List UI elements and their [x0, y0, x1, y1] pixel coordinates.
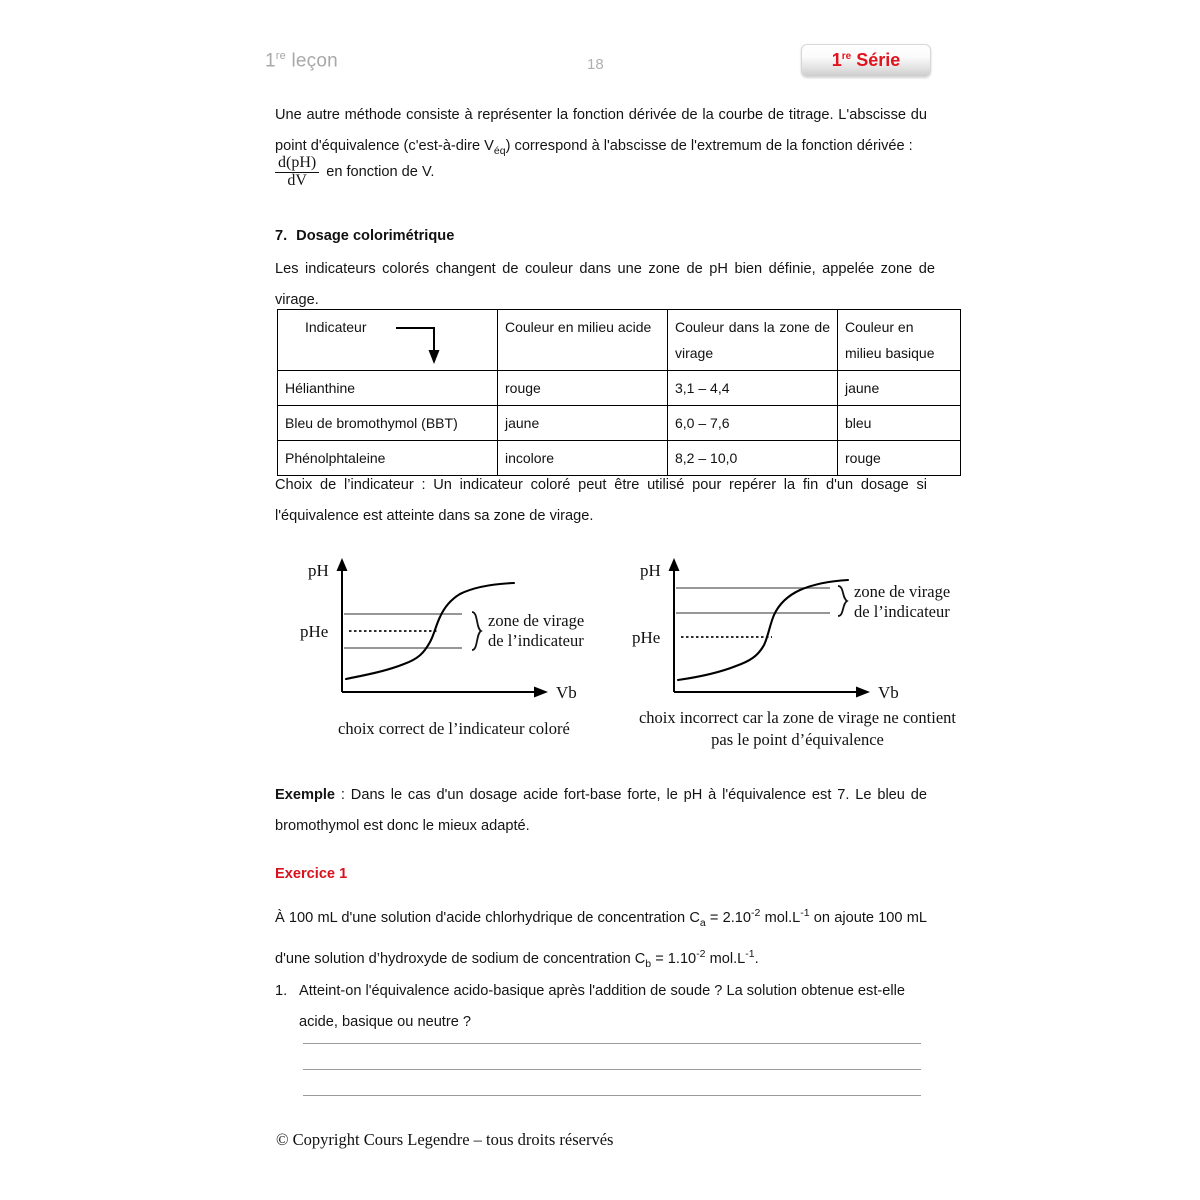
section-intro-paragraph: Les indicateurs colorés changent de couleur dans une zone de pH bien définie, appelée zone de virage.: [275, 261, 935, 308]
cell-basic-color: rouge: [838, 441, 961, 476]
series-ordinal-suffix: re: [841, 51, 852, 62]
cell-acid-color: rouge: [498, 371, 668, 406]
cb-unit-exponent: -1: [745, 947, 755, 960]
cell-indicator: Hélianthine: [278, 371, 498, 406]
figure-correct-indicator: [300, 552, 620, 702]
lesson-word: leçon: [285, 50, 338, 72]
table-header-indicateur: [278, 310, 498, 371]
x-axis-arrowhead: [856, 687, 870, 698]
exercice-text-2: = 2.10: [705, 909, 752, 926]
titration-chart-incorrect: [632, 552, 962, 702]
phe-label: pHe: [300, 622, 329, 641]
exercice-text-5: = 1.10: [651, 950, 697, 967]
exercice-text-4: on ajoute 100 mL d'une solution d’hydroxyde de sodium de concentration C: [275, 909, 927, 967]
question-text: Atteint-on l'équivalence acido-basique après l'addition de soude ? La solution obtenue est-elle acide, basique ou neutre ?: [299, 983, 905, 1030]
zone-brace: [472, 612, 481, 650]
section-number: 7.: [275, 228, 288, 244]
exercice-statement: [275, 898, 927, 980]
y-axis-arrowhead: [337, 558, 348, 571]
ca-subscript: a: [699, 916, 706, 929]
exercice-text-1: À 100 mL d'une solution d'acide chlorhydrique de concentration C: [275, 909, 700, 926]
series-word: Série: [851, 50, 901, 70]
zone-brace: [838, 586, 847, 616]
copyright-footer: © Copyright Cours Legendre – tous droits réservés: [276, 1130, 614, 1149]
cell-indicator: Bleu de bromothymol (BBT): [278, 406, 498, 441]
question-number: 1.: [275, 983, 288, 999]
cell-acid-color: jaune: [498, 406, 668, 441]
phe-label: pHe: [632, 628, 661, 647]
y-axis-label: pH: [308, 561, 329, 580]
table-row: [278, 371, 961, 406]
intro-text-2: ) correspond à l'abscisse de l'extremum de la fonction dérivée :: [505, 138, 913, 154]
indicators-table: [277, 309, 961, 476]
zone-brace-label-line1: zone de virage: [488, 611, 585, 630]
figure-incorrect-indicator: [632, 552, 962, 702]
fraction-denominator: dV: [275, 172, 319, 190]
exercice-text-3: mol.L: [760, 909, 801, 926]
section-heading: [275, 228, 454, 244]
figure-right-caption: choix incorrect car la zone de virage ne contient pas le point d’équivalence: [638, 708, 956, 749]
figure-left-caption: choix correct de l’indicateur coloré: [338, 719, 570, 738]
lesson-ordinal-suffix: re: [275, 50, 286, 62]
exemple-label: Exemple: [275, 787, 336, 803]
series-badge[interactable]: [801, 44, 931, 77]
veq-subscript: éq: [493, 144, 506, 157]
x-axis-label: Vb: [556, 683, 577, 702]
cell-zone-range: 3,1 – 4,4: [668, 371, 838, 406]
section-title: Dosage colorimétrique: [296, 228, 455, 244]
fraction-numerator: d(pH): [278, 154, 317, 171]
ca-unit-exponent: -1: [800, 907, 810, 919]
titration-curve: [678, 580, 848, 680]
titration-chart-correct: [300, 552, 620, 702]
series-number: 1: [831, 50, 842, 70]
elbow-arrow-icon: [394, 322, 460, 368]
ca-exponent: -2: [751, 907, 761, 919]
table-header-indicateur-label: Indicateur: [305, 319, 367, 335]
derivative-fraction: [275, 155, 319, 190]
series-badge-label: [832, 50, 901, 71]
zone-brace-label-line2: de l’indicateur: [488, 631, 584, 650]
lesson-label: [265, 50, 338, 72]
zone-brace-label-line1: zone de virage: [854, 582, 951, 601]
page-header: [265, 44, 955, 88]
x-axis-arrowhead: [534, 687, 548, 698]
answer-line[interactable]: [303, 1095, 921, 1096]
cell-basic-color: bleu: [838, 406, 961, 441]
lesson-number: 1: [265, 50, 276, 72]
question-item: [275, 976, 935, 1038]
table-row: [278, 406, 961, 441]
exercice-text-7: .: [754, 950, 759, 967]
table-header-row: [278, 310, 961, 371]
cell-acid-color: incolore: [498, 441, 668, 476]
cb-exponent: -2: [696, 947, 706, 960]
exemple-paragraph: [275, 780, 927, 842]
answer-line[interactable]: [303, 1069, 921, 1070]
cell-zone-range: 6,0 – 7,6: [668, 406, 838, 441]
exercice-title: Exercice 1: [275, 866, 348, 882]
y-axis-arrowhead: [669, 558, 680, 571]
x-axis-label: Vb: [878, 683, 899, 702]
cb-subscript: b: [645, 957, 652, 970]
choix-indicateur-paragraph: Choix de l’indicateur : Un indicateur coloré peut être utilisé pour repérer la fin d'un dosage si l'équivalence est atteinte dans sa zone de virage.: [275, 477, 927, 524]
page-number: 18: [587, 56, 604, 73]
cell-basic-color: jaune: [838, 371, 961, 406]
zone-brace-label-line2: de l’indicateur: [854, 602, 950, 621]
fraction-tail-text: en fonction de V.: [326, 164, 435, 181]
intro-text-1: Une autre méthode consiste à représenter la fonction dérivée de la courbe de titrage. L'abscisse du point d'équivalence (c'est-à-dire V: [275, 107, 927, 154]
cell-indicator: Phénolphtaleine: [278, 441, 498, 476]
derivative-expression-line: [275, 155, 434, 190]
indicators-table-wrapper: [277, 309, 960, 476]
answer-line[interactable]: [303, 1043, 921, 1044]
cell-zone-range: 8,2 – 10,0: [668, 441, 838, 476]
table-header-acide: Couleur en milieu acide: [498, 310, 668, 371]
exercice-text-6: mol.L: [705, 950, 746, 967]
table-header-zone-virage: Couleur dans la zone de virage: [668, 310, 838, 371]
exemple-text: : Dans le cas d'un dosage acide fort-base forte, le pH à l'équivalence est 7. Le bleu de bromothymol est donc le mieux adapté.: [275, 787, 927, 834]
table-header-basique: Couleur en milieu basique: [838, 310, 961, 371]
y-axis-label: pH: [640, 561, 661, 580]
